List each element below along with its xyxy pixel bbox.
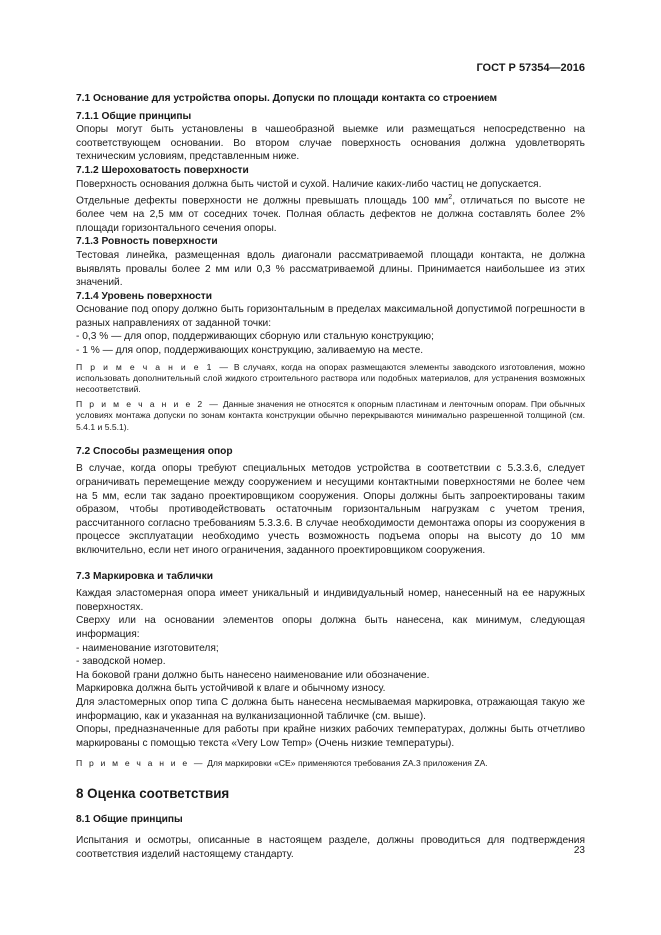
section-7-1-2-paragraph-1: Поверхность основания должна быть чистой и сухой. Наличие каких-либо частиц не допускается. (76, 178, 542, 190)
section-8-1-title: 8.1 Общие принципы (76, 813, 183, 825)
section-7-3-paragraph-2: Сверху или на основании элементов опоры должна быть нанесена, как минимум, следующая информация: (76, 615, 585, 641)
note-ce-label: П р и м е ч а н и е — (76, 758, 205, 769)
page-body (76, 92, 585, 861)
section-7-3-paragraph-6: Опоры, предназначенные для работы при крайне низких рабочих температурах, должны быть отчетливо маркированы с помощью текста «Very Low Temp» (Очень низкие температуры). (76, 724, 585, 749)
section-7-2-paragraph: В случае, когда опоры требуют специальных методов устройства в соответствии с 5.3.3.6, следует ограничивать перемещение между сооружением и несущими контактными поверхностями не более чем на 5 мм, если так задано проектировщиком сооружения. Опоры должны быть запроектированы таким образом, чтобы противодействовать остаточным горизонтальным нагрузкам с учетом трения, рассчитанного согласно требованиям 5.3.3.6. В случае необходимости демонтажа опоры из сооружения в процессе эксплуатации необходимо учесть возможность подъема опоры на высоту до 10 мм включительно, если нет иного ограничения, заданного проектировщиком сооружения. (76, 463, 585, 557)
note-ce-text: Для маркировки «CE» применяются требования ZA.3 приложения ZA. (204, 758, 488, 769)
note-2-text: Данные значения не относятся к опорным пластинам и ленточным опорам. При обычных условиях монтажа допуски по зонам контакта конструкции обычно перекрываются минимально разрешенной толщиной (см. 5.4.1 и 5.5.1). (76, 399, 585, 432)
list-item: - 0,3 % — для опор, поддерживающих сборную или стальную конструкцию; (76, 331, 434, 343)
section-8-title: 8 Оценка соответствия (76, 785, 230, 801)
section-8-1-paragraph: Испытания и осмотры, описанные в настоящем разделе, должны проводиться для подтверждения соответствия изделий настоящему стандарту. (76, 835, 585, 860)
section-7-1-2-paragraph-2 (76, 191, 585, 235)
page-number: 23 (573, 845, 585, 856)
section-7-1-2-title: 7.1.2 Шероховатость поверхности (76, 164, 249, 176)
section-7-1-4-paragraph: Основание под опору должно быть горизонтальным в пределах максимальной допустимой погрешности в разных направлениях от заданной точки: (76, 304, 585, 329)
note-ce (76, 758, 585, 769)
defect-text-b: , отличаться по высоте не более чем на 2,5 мм от соседних точек. Полная область дефектов не должна составлять более 2% площади горизонтального сечения опоры. (76, 195, 585, 234)
section-7-3-paragraph-3: На боковой грани должно быть нанесено наименование или обозначение. (76, 669, 430, 681)
section-7-1-1-paragraph: Опоры могут быть установлены в чашеобразной выемке или размещаться непосредственно на соответствующем основании. Во втором случае поверхность основания должна удовлетворять техническим условиям, представленным ниже. (76, 124, 585, 163)
note-2 (76, 399, 585, 433)
section-7-1-title: 7.1 Основание для устройства опоры. Допуски по площади контакта со строением (76, 93, 498, 104)
section-7-3-paragraph-1: Каждая эластомерная опора имеет уникальный и индивидуальный номер, нанесенный на ее наружных поверхностях. (76, 588, 585, 613)
list-item: - наименование изготовителя; (76, 642, 219, 654)
note-1-label: П р и м е ч а н и е 1 — (76, 361, 231, 372)
section-7-2-title: 7.2 Способы размещения опор (76, 445, 233, 457)
list-item: - 1 % — для опор, поддерживающих конструкцию, заливаемую на месте. (76, 345, 424, 357)
section-7-1-1-title: 7.1.1 Общие принципы (76, 110, 192, 122)
section-7-3-paragraph-4: Маркировка должна быть устойчивой к влаге и обычному износу. (76, 683, 386, 695)
standard-header: ГОСТ Р 57354—2016 (476, 62, 585, 74)
defect-text-a: Отдельные дефекты поверхности не должны превышать площадь 100 мм (76, 195, 449, 207)
note-1 (76, 362, 585, 396)
section-7-1-4-title: 7.1.4 Уровень поверхности (76, 290, 213, 302)
superscript: 2 (448, 194, 453, 202)
section-7-1-3-paragraph: Тестовая линейка, размещенная вдоль диагонали рассматриваемой площади контакта, не должна выявлять провалы более 2 мм или 0,3 % рассматриваемой длины. Принимается наибольшее из этих значений. (76, 249, 585, 289)
note-2-label: П р и м е ч а н и е 2 — (76, 399, 221, 410)
section-7-3-paragraph-5: Для эластомерных опор типа С должна быть нанесена несмываемая маркировка, отражающая такую же информацию, как и указанная на вулканизационной табличке (см. выше). (76, 696, 585, 722)
section-7-1-3-title: 7.1.3 Ровность поверхности (76, 236, 218, 248)
note-1-text: В случаях, когда на опорах размещаются элементы заводского изготовления, можно использовать дополнительный слой жидкого строительного раствора или подобных материалов, для устранения возможных несоответствий. (76, 361, 585, 395)
section-7-3-title: 7.3 Маркировка и таблички (76, 570, 213, 582)
list-item: - заводской номер. (76, 656, 166, 668)
